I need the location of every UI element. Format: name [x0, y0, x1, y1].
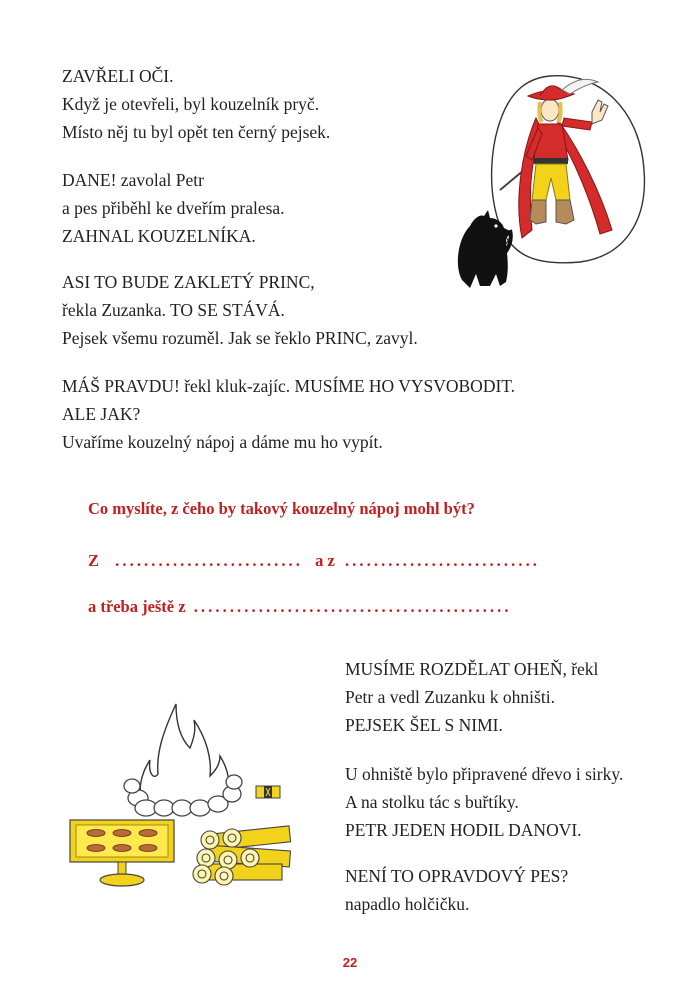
story-line: MÁŠ PRAVDU! řekl kluk-zajíc. MUSÍME HO VYSVOBODIT. — [62, 376, 516, 396]
story-line: napadlo holčičku. — [345, 894, 470, 914]
answer-prefix: Z — [88, 551, 100, 570]
flame-outline — [140, 704, 229, 808]
log-pile — [193, 826, 291, 885]
story-line: DANE! zavolal Petr — [62, 170, 204, 190]
answer-blank-2[interactable]: ........................... — [344, 551, 541, 570]
story-line: ZAVŘELI OČI. — [62, 66, 174, 86]
story-line: PETR JEDEN HODIL DANOVI. — [345, 820, 582, 840]
answer-prefix: a třeba ještě z — [88, 597, 186, 616]
story-paragraph-2 — [62, 166, 285, 250]
story-line: Pejsek všemu rozuměl. Jak se řeklo PRINC, zavyl. — [62, 328, 418, 348]
prince-thought-bubble-illustration — [440, 60, 660, 310]
matchbox — [256, 786, 280, 798]
answer-blank-1[interactable]: .......................... — [115, 551, 303, 570]
story-line: ALE JAK? — [62, 404, 141, 424]
story-line: NENÍ TO OPRAVDOVÝ PES? — [345, 866, 569, 886]
story-line: Uvaříme kouzelný nápoj a dáme mu ho vypít. — [62, 432, 383, 452]
story-paragraph-5 — [345, 655, 598, 739]
answer-connector: a z — [315, 551, 335, 570]
story-line: U ohniště bylo připravené dřevo i sirky. — [345, 764, 624, 784]
story-line: A na stolku tác s buřtíky. — [345, 792, 519, 812]
answer-blank-3[interactable]: ............................................ — [193, 597, 512, 616]
story-paragraph-7 — [345, 862, 568, 918]
story-paragraph-4 — [62, 372, 515, 456]
story-line: a pes přiběhl ke dveřím pralesa. — [62, 198, 285, 218]
exercise-answer-line-1 — [88, 551, 540, 571]
story-line: Když je otevřeli, byl kouzelník pryč. — [62, 94, 320, 114]
story-paragraph-1 — [62, 62, 330, 146]
story-paragraph-3 — [62, 268, 418, 352]
page-number: 22 — [342, 955, 358, 970]
exercise-answer-line-2 — [88, 597, 512, 617]
story-line: ASI TO BUDE ZAKLETÝ PRINC, — [62, 272, 315, 292]
story-line: MUSÍME ROZDĚLAT OHEŇ, řekl — [345, 659, 599, 679]
story-paragraph-6 — [345, 760, 623, 844]
story-line: Petr a vedl Zuzanku k ohništi. — [345, 687, 555, 707]
story-line: řekla Zuzanka. TO SE STÁVÁ. — [62, 300, 285, 320]
story-line: Místo něj tu byl opět ten černý pejsek. — [62, 122, 331, 142]
campfire-illustration — [60, 690, 310, 900]
exercise-question: Co myslíte, z čeho by takový kouzelný nápoj mohl být? — [88, 499, 475, 518]
sausage-tray — [70, 820, 174, 886]
story-line: ZAHNAL KOUZELNÍKA. — [62, 226, 256, 246]
story-line: PEJSEK ŠEL S NIMI. — [345, 715, 503, 735]
